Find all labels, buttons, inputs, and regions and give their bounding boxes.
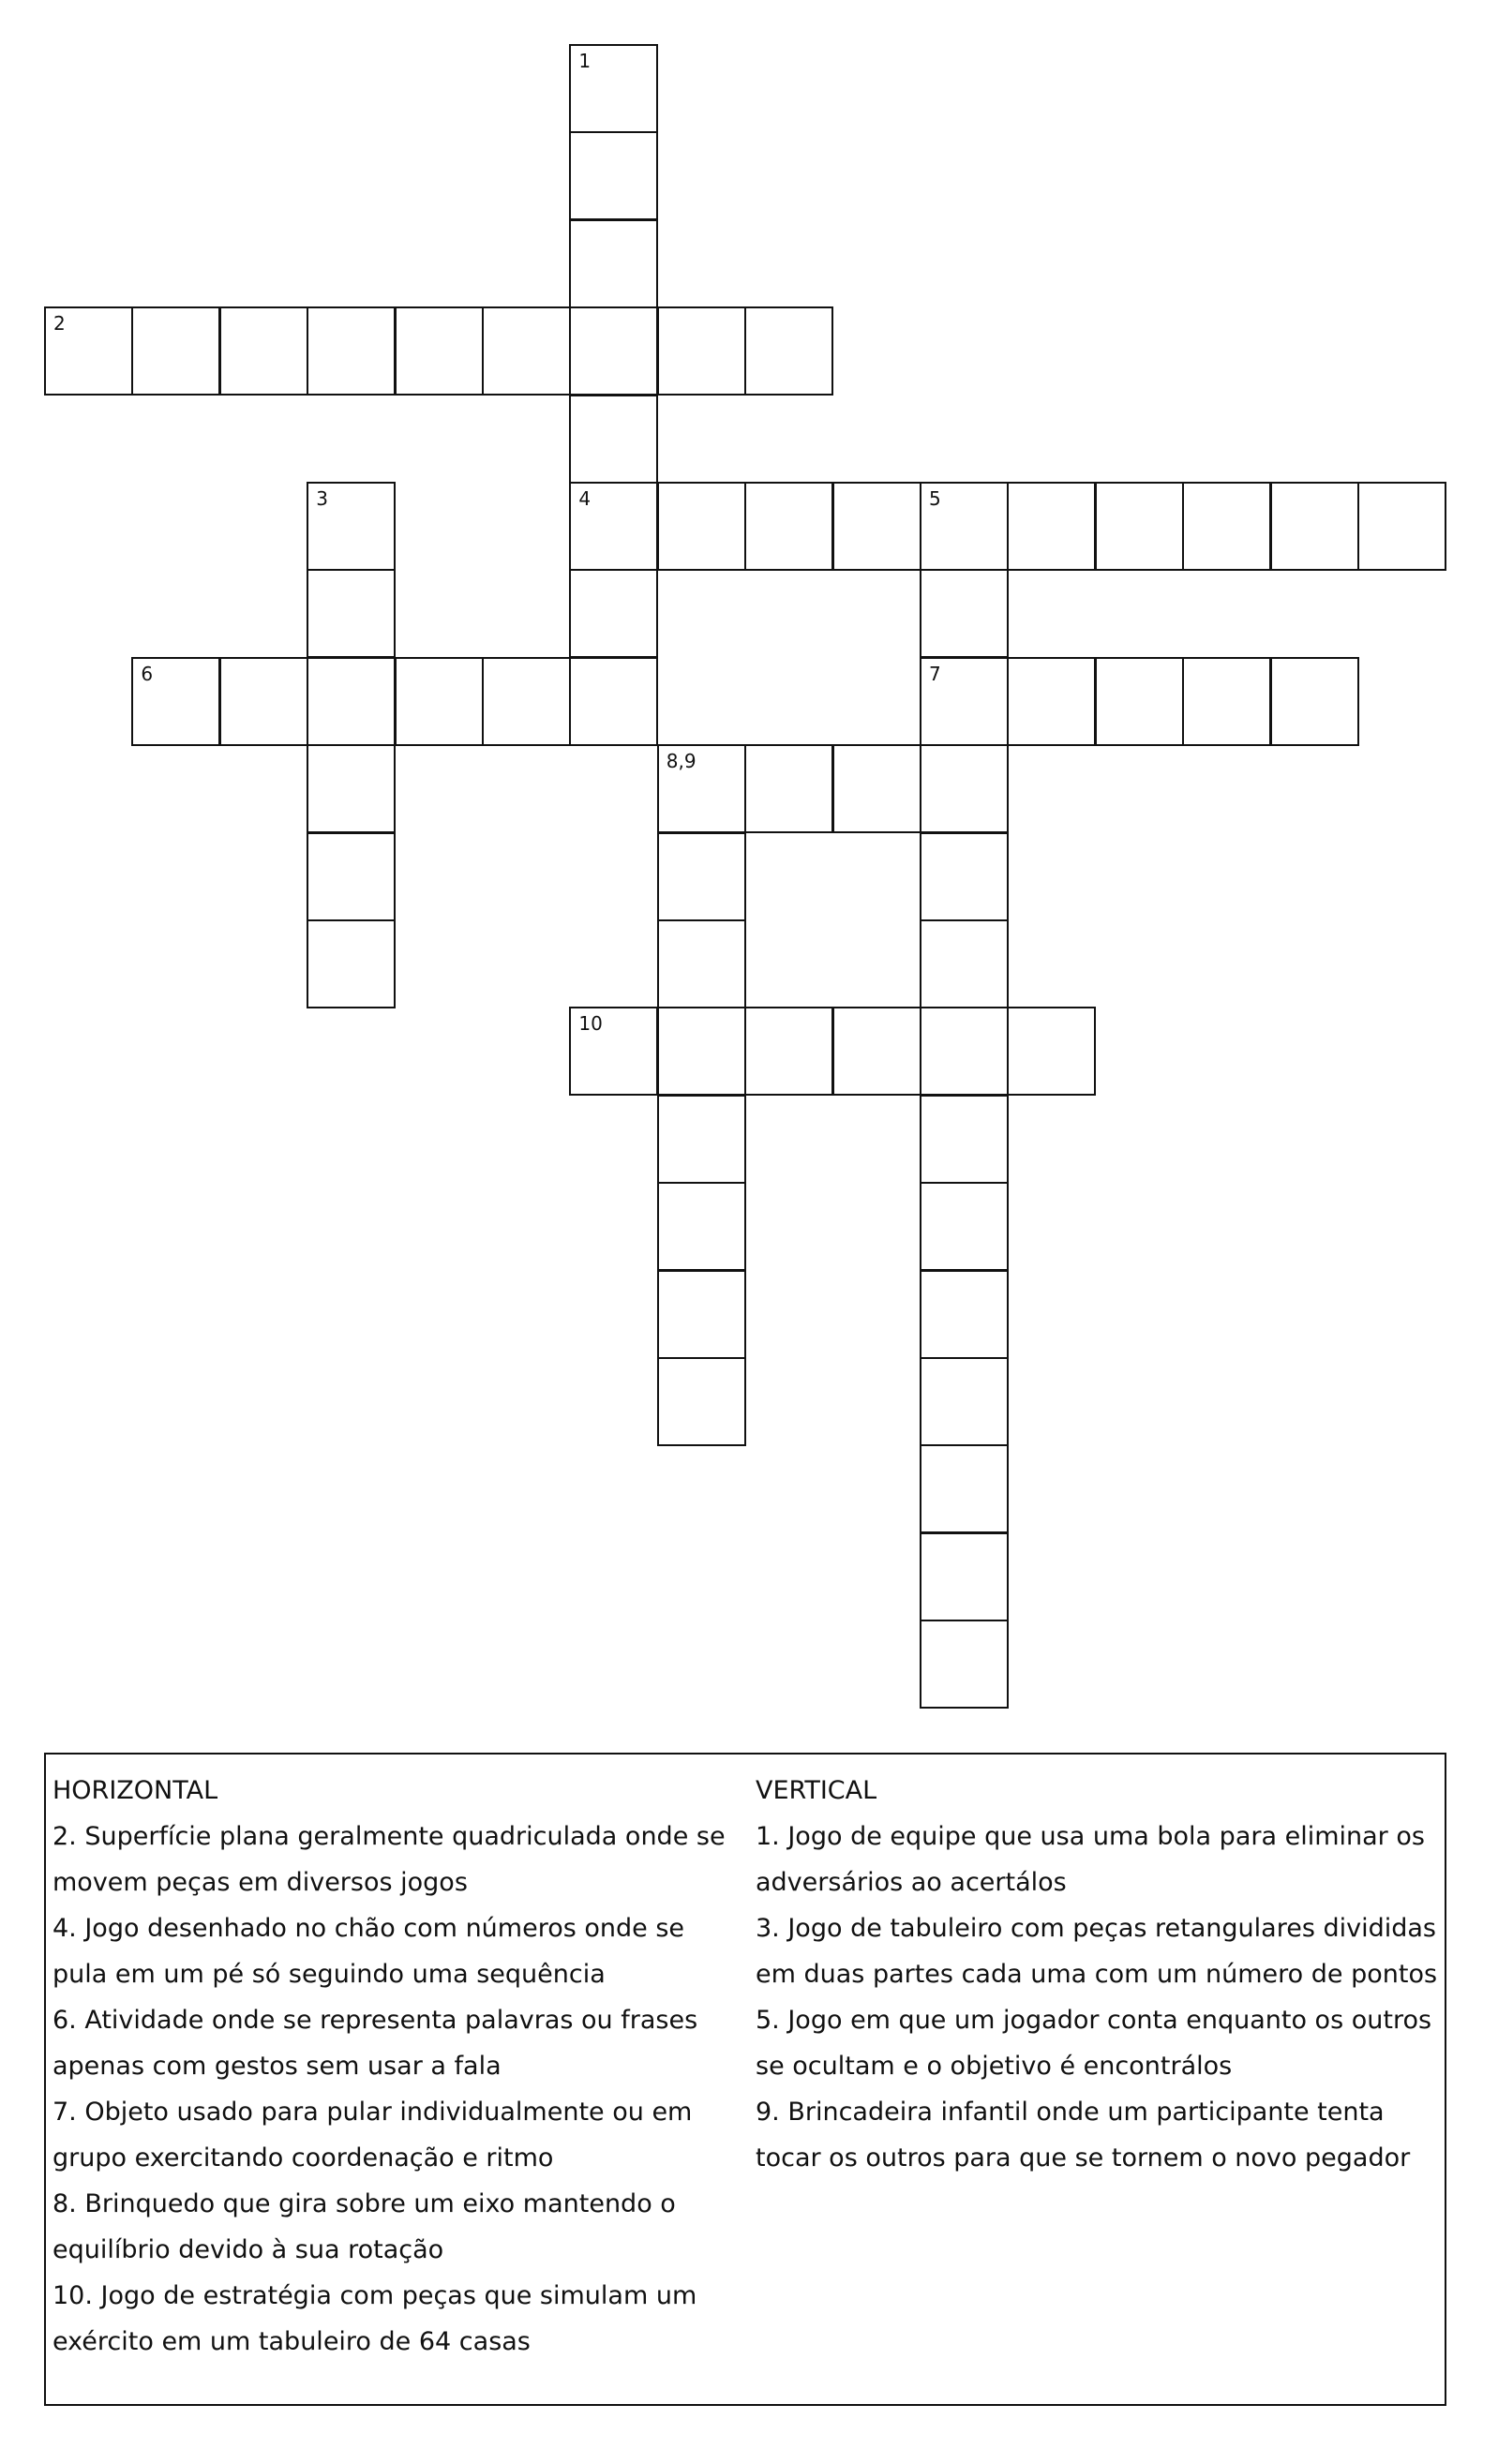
grid-cell[interactable]	[657, 306, 746, 396]
grid-cell[interactable]	[744, 306, 833, 396]
grid-cell[interactable]	[1270, 657, 1359, 746]
grid-cell[interactable]	[1095, 482, 1184, 571]
grid-cell[interactable]	[920, 1357, 1009, 1446]
horizontal-clue: 8. Brinquedo que gira sobre um eixo mantendo o equilíbrio devido à sua rotação	[52, 2189, 676, 2264]
grid-cell[interactable]	[569, 395, 658, 484]
grid-cell[interactable]	[1007, 1007, 1096, 1096]
grid-cell[interactable]	[307, 919, 396, 1008]
grid-cell[interactable]	[131, 657, 220, 746]
horizontal-clue: 2. Superfície plana geralmente quadriculada onde se movem peças em diversos jogos	[52, 1822, 726, 1897]
horizontal-title: HORIZONTAL	[52, 1776, 218, 1805]
vertical-clue: 3. Jogo de tabuleiro com peças retangulares divididas em duas partes cada uma com um número de pontos	[756, 1914, 1438, 1989]
grid-cell[interactable]	[832, 482, 921, 571]
grid-cell[interactable]	[920, 482, 1009, 571]
grid-cell[interactable]	[395, 306, 484, 396]
grid-cell[interactable]	[307, 306, 396, 396]
grid-cell[interactable]	[744, 482, 833, 571]
grid-cell[interactable]	[657, 832, 746, 921]
grid-cell[interactable]	[569, 131, 658, 220]
horizontal-clue: 10. Jogo de estratégia com peças que simulam um exército em um tabuleiro de 64 casas	[52, 2281, 697, 2356]
grid-cell[interactable]	[744, 744, 833, 833]
grid-cell[interactable]	[569, 657, 658, 746]
grid-cell[interactable]	[920, 1620, 1009, 1709]
grid-cell[interactable]	[920, 919, 1009, 1008]
grid-cell[interactable]	[920, 1270, 1009, 1359]
grid-cell[interactable]	[569, 569, 658, 658]
grid-cell[interactable]	[219, 306, 308, 396]
clue-number: 2	[53, 312, 66, 336]
grid-cell[interactable]	[657, 919, 746, 1008]
grid-cell[interactable]	[1007, 657, 1096, 746]
grid-cell[interactable]	[307, 569, 396, 658]
grid-cell[interactable]	[569, 306, 658, 396]
grid-cell[interactable]	[307, 482, 396, 571]
vertical-clue: 9. Brincadeira infantil onde um participante tenta tocar os outros para que se tornem o novo pegador	[756, 2098, 1411, 2173]
clue-number: 3	[316, 487, 328, 510]
grid-cell[interactable]	[920, 1095, 1009, 1184]
grid-cell[interactable]	[1182, 657, 1271, 746]
clue-number: 5	[929, 487, 941, 510]
grid-cell[interactable]	[1270, 482, 1359, 571]
vertical-clue: 1. Jogo de equipe que usa uma bola para eliminar os adversários ao acertálos	[756, 1822, 1425, 1897]
grid-cell[interactable]	[307, 744, 396, 833]
grid-cell[interactable]	[657, 1095, 746, 1184]
grid-cell[interactable]	[482, 657, 571, 746]
horizontal-clue: 6. Atividade onde se representa palavras ou frases apenas com gestos sem usar a fala	[52, 2006, 698, 2081]
grid-cell[interactable]	[920, 657, 1009, 746]
clues-box	[44, 1753, 1446, 2406]
grid-cell[interactable]	[657, 744, 746, 833]
grid-cell[interactable]	[569, 219, 658, 308]
grid-cell[interactable]	[920, 1532, 1009, 1621]
horizontal-clue: 4. Jogo desenhado no chão com números onde se pula em um pé só seguindo uma sequência	[52, 1914, 685, 1989]
grid-cell[interactable]	[1182, 482, 1271, 571]
clue-number: 1	[578, 50, 592, 72]
grid-cell[interactable]	[569, 1007, 658, 1096]
grid-cell[interactable]	[920, 569, 1009, 658]
grid-cell[interactable]	[219, 657, 308, 746]
grid-cell[interactable]	[569, 44, 658, 133]
grid-cell[interactable]	[744, 1007, 833, 1096]
clue-number: 8,9	[666, 750, 697, 773]
grid-cell[interactable]	[920, 744, 1009, 833]
grid-cell[interactable]	[832, 744, 921, 833]
grid-cell[interactable]	[920, 1007, 1009, 1096]
grid-cell[interactable]	[920, 832, 1009, 921]
grid-cell[interactable]	[44, 306, 133, 396]
grid-cell[interactable]	[920, 1444, 1009, 1533]
grid-cell[interactable]	[1007, 482, 1096, 571]
vertical-clues	[756, 1768, 1440, 2181]
grid-cell[interactable]	[657, 1270, 746, 1359]
grid-cell[interactable]	[307, 657, 396, 746]
grid-cell[interactable]	[657, 1007, 746, 1096]
grid-cell[interactable]	[482, 306, 571, 396]
grid-cell[interactable]	[1095, 657, 1184, 746]
clue-number: 4	[578, 487, 592, 510]
grid-cell[interactable]	[832, 1007, 921, 1096]
clue-number: 6	[141, 662, 154, 685]
grid-cell[interactable]	[657, 1357, 746, 1446]
grid-cell[interactable]	[569, 482, 658, 571]
grid-cell[interactable]	[920, 1182, 1009, 1271]
grid-cell[interactable]	[657, 482, 746, 571]
clue-number: 7	[929, 662, 941, 685]
grid-cell[interactable]	[395, 657, 484, 746]
clue-number: 10	[578, 1012, 603, 1036]
horizontal-clues	[52, 1768, 746, 2365]
grid-cell[interactable]	[307, 832, 396, 921]
vertical-clue: 5. Jogo em que um jogador conta enquanto os outros se ocultam e o objetivo é encontrálos	[756, 2006, 1432, 2081]
horizontal-clue: 7. Objeto usado para pular individualmente ou em grupo exercitando coordenação e ritmo	[52, 2098, 693, 2173]
grid-cell[interactable]	[131, 306, 220, 396]
vertical-title: VERTICAL	[756, 1776, 877, 1805]
grid-cell[interactable]	[657, 1182, 746, 1271]
grid-cell[interactable]	[1357, 482, 1446, 571]
